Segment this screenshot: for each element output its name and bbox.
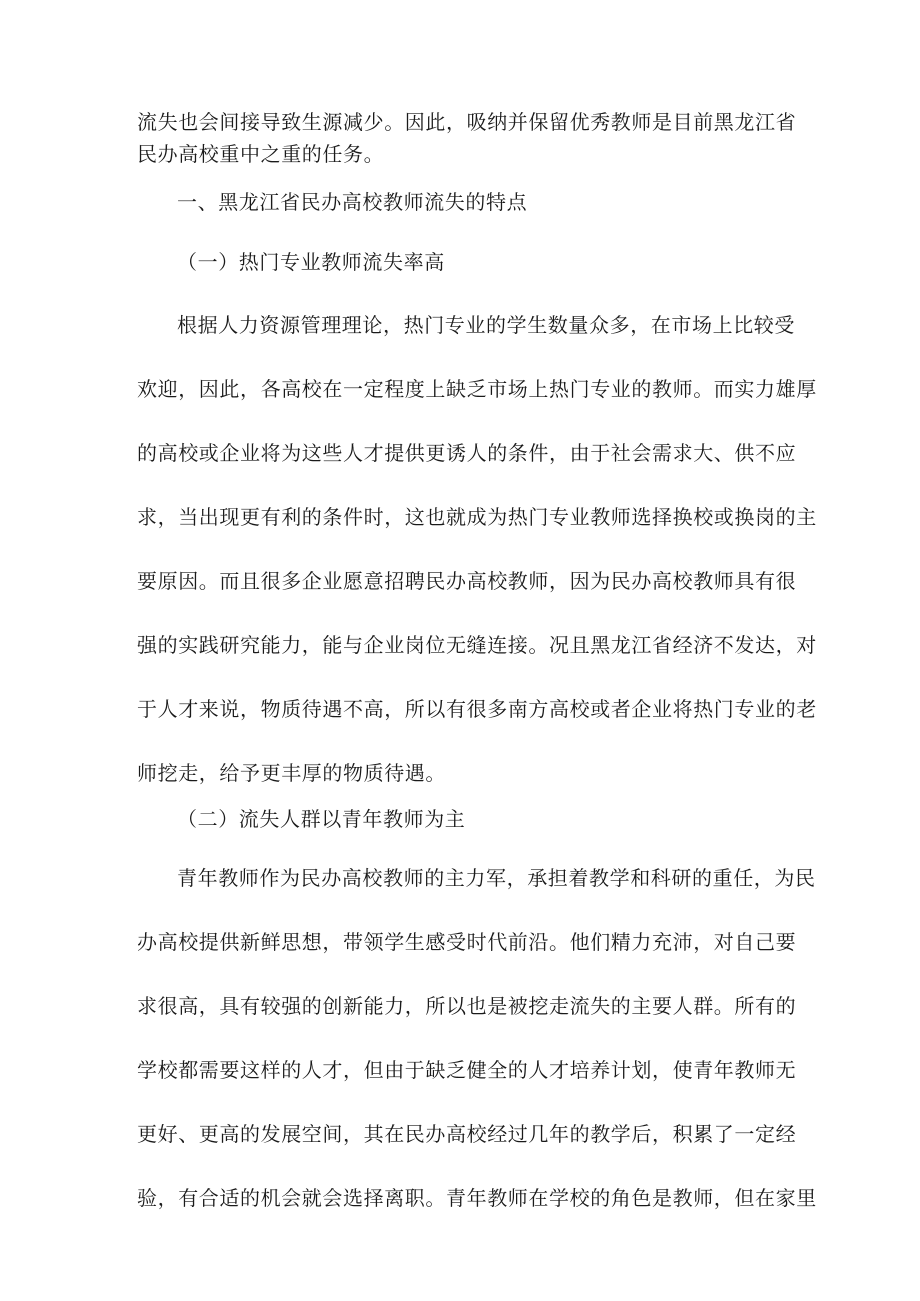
paragraph-2-line-4: 学校都需要这样的人才，但由于缺乏健全的人才培养计划，使青年教师无: [137, 1058, 797, 1082]
paragraph-1-line-4: 求，当出现更有利的条件时，这也就成为热门专业教师选择换校或换岗的主: [137, 505, 817, 529]
paragraph-1-line-2: 欢迎，因此，各高校在一定程度上缺乏市场上热门专业的教师。而实力雄厚: [137, 377, 817, 401]
paragraph-1-line-5: 要原因。而且很多企业愿意招聘民办高校教师，因为民办高校教师具有很: [137, 569, 797, 593]
paragraph-2-line-6: 验，有合适的机会就会选择离职。青年教师在学校的角色是教师，但在家里: [137, 1186, 817, 1210]
intro-line-2: 民办高校重中之重的任务。: [137, 142, 385, 166]
paragraph-1-line-3: 的高校或企业将为这些人才提供更诱人的条件，由于社会需求大、供不应: [137, 441, 797, 465]
paragraph-2-line-2: 办高校提供新鲜思想，带领学生感受时代前沿。他们精力充沛，对自己要: [137, 930, 797, 954]
paragraph-1-line-8: 师挖走，给予更丰厚的物质待遇。: [137, 761, 446, 785]
subsection-2-heading: （二）流失人群以青年教师为主: [177, 807, 466, 831]
paragraph-1-line-6: 强的实践研究能力，能与企业岗位无缝连接。况且黑龙江省经济不发达，对: [137, 633, 817, 657]
section-heading: 一、黑龙江省民办高校教师流失的特点: [177, 190, 528, 214]
paragraph-1-line-7: 于人才来说，物质待遇不高，所以有很多南方高校或者企业将热门专业的老: [137, 697, 817, 721]
intro-line-1: 流失也会间接导致生源减少。因此，吸纳并保留优秀教师是目前黑龙江省: [137, 110, 797, 134]
subsection-1-heading: （一）热门专业教师流失率高: [177, 250, 445, 274]
paragraph-2-line-5: 更好、更高的发展空间，其在民办高校经过几年的教学后，积累了一定经: [137, 1122, 797, 1146]
paragraph-2-line-3: 求很高，具有较强的创新能力，所以也是被挖走流失的主要人群。所有的: [137, 994, 797, 1018]
paragraph-2-line-1: 青年教师作为民办高校教师的主力军，承担着教学和科研的重任，为民: [177, 866, 816, 890]
paragraph-1-line-1: 根据人力资源管理理论，热门专业的学生数量众多，在市场上比较受: [177, 313, 795, 337]
